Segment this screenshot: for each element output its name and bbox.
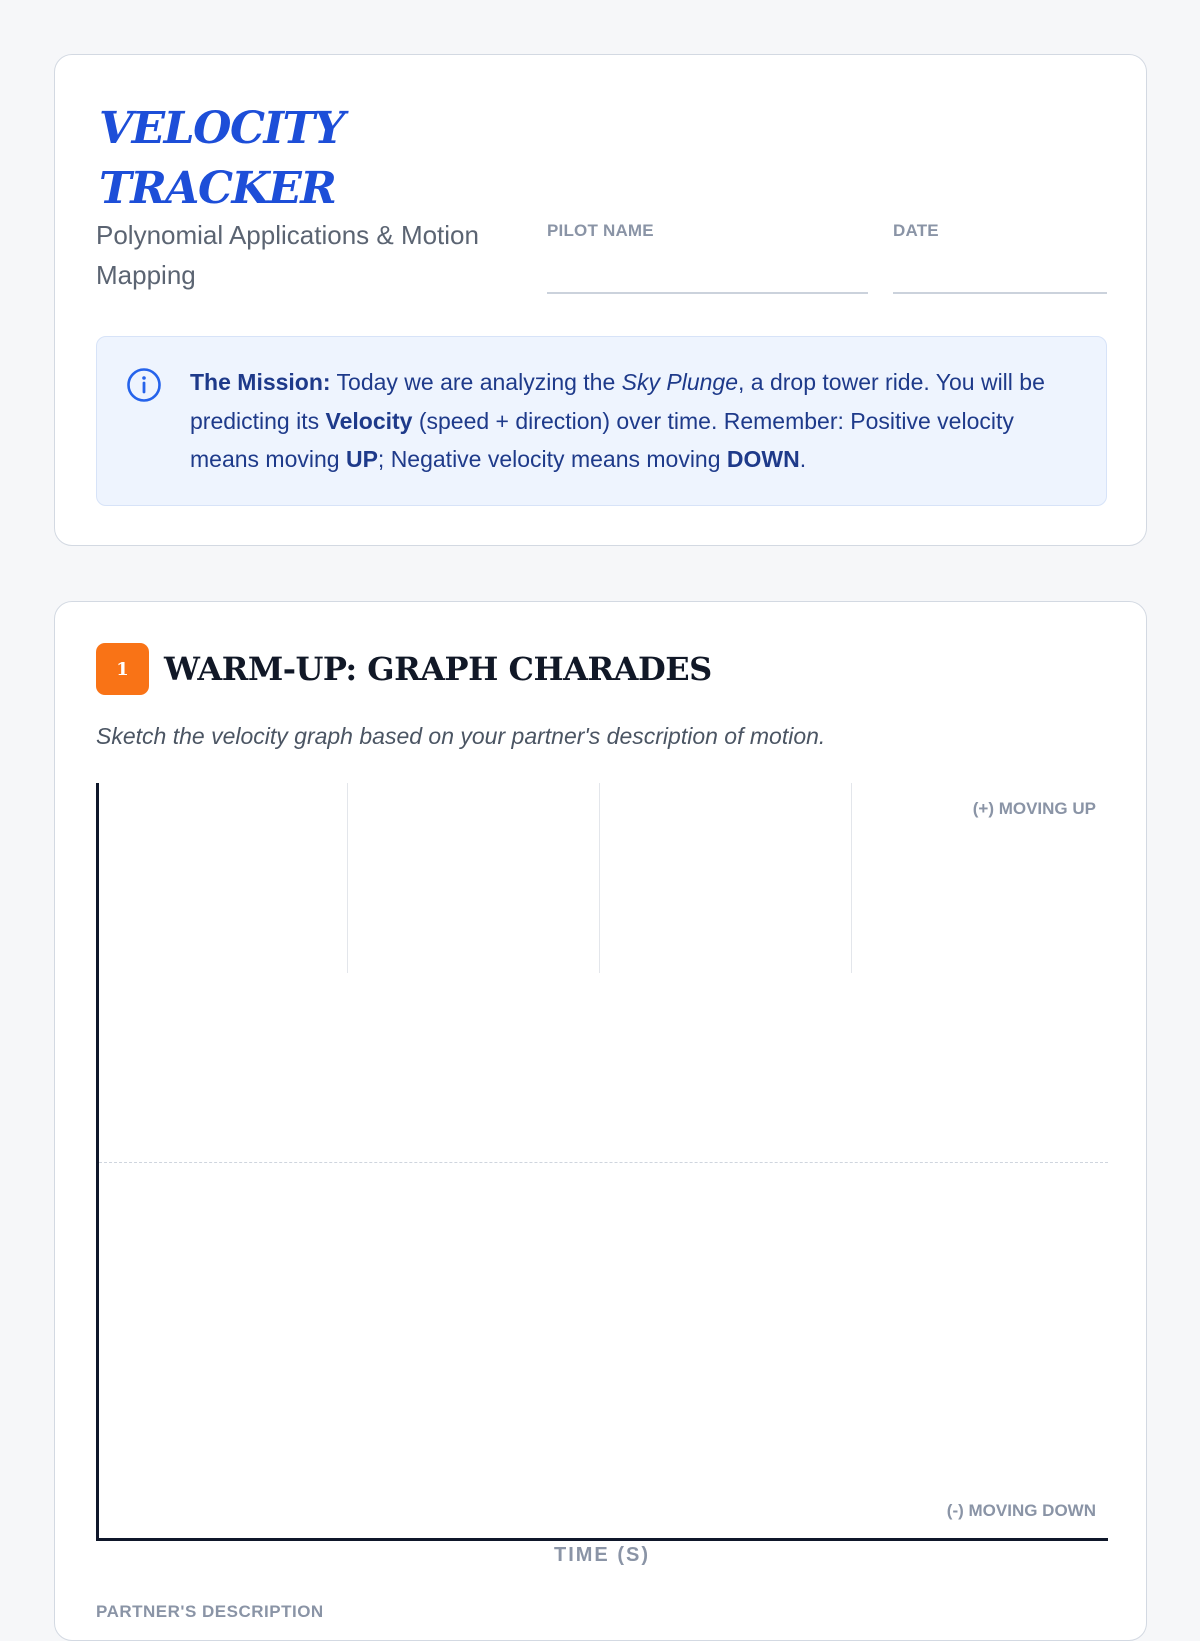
title-line-1: VELOCITY <box>99 103 344 154</box>
section-number-badge: 1 <box>96 643 149 695</box>
date-field[interactable] <box>893 292 1107 294</box>
moving-up-label: (+) MOVING UP <box>972 799 1096 818</box>
page-title <box>99 99 344 219</box>
mission-text <box>190 363 1080 479</box>
up-word: UP <box>345 446 378 472</box>
velocity-graph-area[interactable] <box>96 783 1108 1541</box>
page-subtitle: Polynomial Applications & Motion Mapping <box>96 220 479 290</box>
partner-description-label: PARTNER'S DESCRIPTION <box>96 1602 324 1621</box>
section-1-card <box>54 601 1147 1641</box>
grid-line <box>347 783 348 973</box>
mission-lead: The Mission: <box>190 369 331 395</box>
down-word: DOWN <box>726 446 800 472</box>
mission-text-part: Today we are analyzing the <box>330 369 622 395</box>
mission-text-part: , a drop tower ride. You will be predicting its <box>190 369 1045 434</box>
section-title: WARM-UP: GRAPH CHARADES <box>164 650 712 688</box>
mission-text-part: (speed + direction) over time. Remember: Positive velocity means moving <box>190 407 1014 472</box>
pilot-name-label: PILOT NAME <box>547 221 654 240</box>
mission-callout <box>96 336 1107 506</box>
moving-down-label: (-) MOVING DOWN <box>946 1501 1096 1520</box>
section-instruction: Sketch the velocity graph based on your partner's description of motion. <box>96 723 826 749</box>
header-card <box>54 54 1147 546</box>
grid-line <box>851 783 852 973</box>
grid-line <box>599 783 600 973</box>
title-line-2: TRACKER <box>99 163 336 214</box>
date-label: DATE <box>893 221 939 240</box>
x-axis <box>96 1538 1108 1541</box>
velocity-word: Velocity <box>325 407 413 434</box>
mission-text-part: . <box>799 446 807 472</box>
x-axis-title: TIME (S) <box>554 1544 650 1566</box>
ride-name: Sky Plunge <box>621 369 739 395</box>
info-icon <box>126 367 162 403</box>
y-axis <box>96 783 99 1541</box>
mission-text-part: ; Negative velocity means moving <box>377 446 727 472</box>
zero-velocity-line <box>99 1162 1108 1163</box>
pilot-name-field[interactable] <box>547 292 868 294</box>
